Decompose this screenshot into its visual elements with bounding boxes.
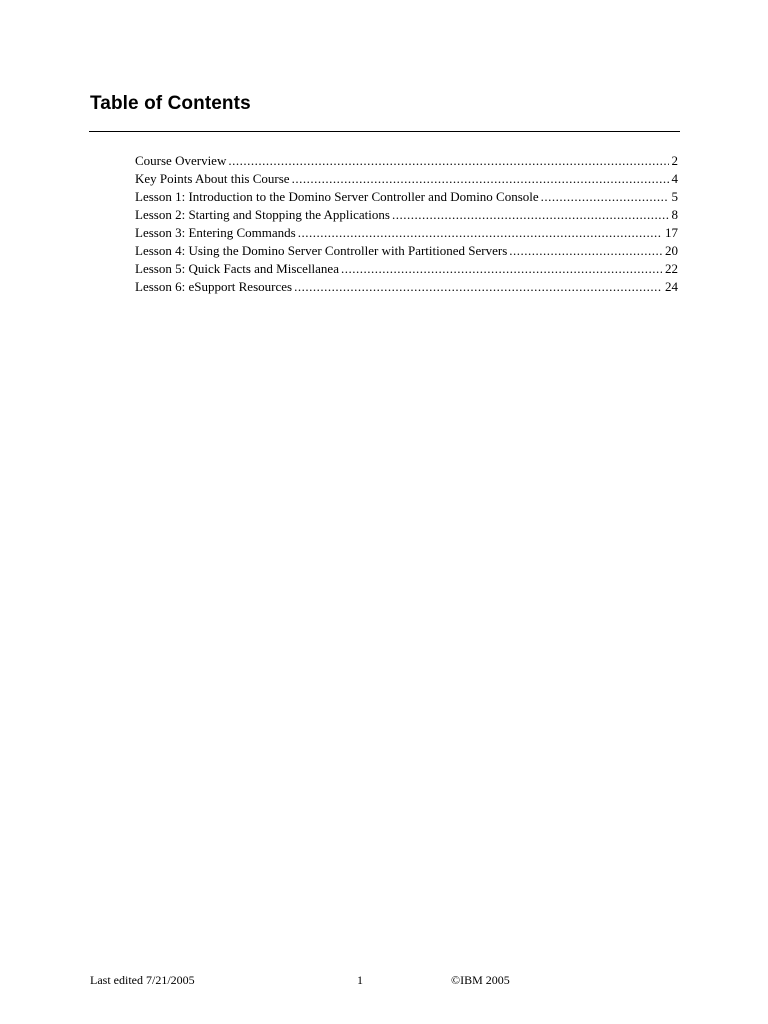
toc-entry-label: Lesson 1: Introduction to the Domino Server Controller and Domino Console <box>135 189 539 204</box>
toc-dot-leader <box>541 188 669 206</box>
title-divider <box>89 131 680 132</box>
toc-entry-lesson-1[interactable] <box>135 188 678 206</box>
toc-entry-page: 2 <box>671 153 678 168</box>
toc-entry-page: 20 <box>665 243 678 258</box>
toc-entry-page: 24 <box>665 279 678 294</box>
toc-entry-page: 8 <box>671 207 678 222</box>
toc-entry-course-overview[interactable] <box>135 152 678 170</box>
toc-entry-page: 17 <box>665 225 678 240</box>
toc-entry-label: Lesson 5: Quick Facts and Miscellanea <box>135 261 339 276</box>
toc-entry-lesson-6[interactable] <box>135 278 678 296</box>
toc-entry-page: 4 <box>671 171 678 186</box>
toc-dot-leader <box>292 170 669 188</box>
toc-entry-label: Lesson 3: Entering Commands <box>135 225 296 240</box>
toc-entry-lesson-5[interactable] <box>135 260 678 278</box>
toc-entry-label: Lesson 6: eSupport Resources <box>135 279 293 294</box>
toc-entry-label: Lesson 2: Starting and Stopping the Applications <box>135 207 390 222</box>
footer-copyright: ©IBM 2005 <box>451 973 510 987</box>
toc-dot-leader <box>509 242 662 260</box>
toc-entry-lesson-4[interactable] <box>135 242 678 260</box>
toc-entry-label: Course Overview <box>135 153 227 168</box>
page-title: Table of Contents <box>90 93 251 114</box>
toc-dot-leader <box>228 152 668 170</box>
toc-entry-key-points[interactable] <box>135 170 678 188</box>
toc-dot-leader <box>294 278 662 296</box>
toc-dot-leader <box>298 224 662 242</box>
toc-entry-page: 5 <box>671 189 678 204</box>
toc-entry-lesson-3[interactable] <box>135 224 678 242</box>
footer-last-edited: Last edited 7/21/2005 <box>90 973 195 987</box>
toc-entry-lesson-2[interactable] <box>135 206 678 224</box>
table-of-contents <box>135 152 678 296</box>
toc-dot-leader <box>341 260 662 278</box>
footer-page-number: 1 <box>357 973 363 987</box>
toc-entry-label: Lesson 4: Using the Domino Server Controller with Partitioned Servers <box>135 243 508 258</box>
toc-entry-label: Key Points About this Course <box>135 171 290 186</box>
toc-entry-page: 22 <box>665 261 678 276</box>
toc-dot-leader <box>392 206 669 224</box>
